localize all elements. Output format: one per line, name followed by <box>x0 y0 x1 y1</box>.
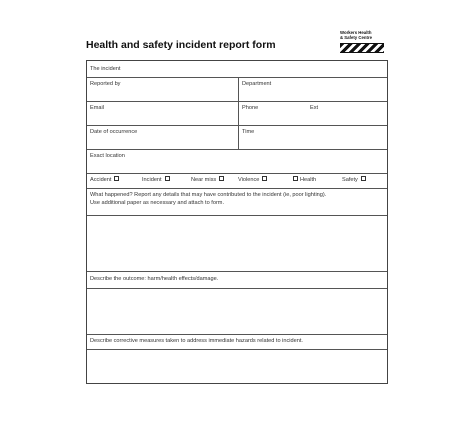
exact-location-label: Exact location <box>90 153 125 159</box>
date-of-occurrence-label: Date of occurrence <box>90 129 138 135</box>
type-health <box>293 177 316 184</box>
time-label: Time <box>242 129 255 135</box>
corrective-header-row <box>87 335 387 350</box>
type-near-miss-label: Near miss <box>191 177 217 183</box>
corrective-answer-box[interactable] <box>87 350 387 383</box>
safety-checkbox[interactable] <box>361 176 366 181</box>
phone-field[interactable] <box>238 102 387 125</box>
workers-health-safety-centre-logo <box>340 30 388 60</box>
incident-checkbox[interactable] <box>165 176 170 181</box>
type-incident <box>142 177 170 184</box>
type-violence-label: Violence <box>238 177 260 183</box>
page-title: Health and safety incident report form <box>86 39 276 51</box>
outcome-label: Describe the outcome: harm/health effects/damage. <box>90 276 219 282</box>
what-happened-answer-box[interactable] <box>87 216 387 272</box>
logo-line-2: & Safety Centre <box>340 35 372 40</box>
ext-label: Ext <box>310 105 319 111</box>
reported-by-field[interactable] <box>87 78 238 101</box>
near-miss-checkbox[interactable] <box>219 176 224 181</box>
time-field[interactable] <box>238 126 387 149</box>
email-label: Email <box>90 105 104 111</box>
violence-checkbox[interactable] <box>262 176 267 181</box>
incident-report-form <box>86 60 388 384</box>
type-accident-label: Accident <box>90 177 112 183</box>
incident-type-row <box>87 174 387 189</box>
what-happened-header-row <box>87 189 387 216</box>
type-incident-label: Incident <box>142 177 162 183</box>
section-incident-label: The incident <box>90 66 121 72</box>
section-heading-row <box>87 61 387 78</box>
type-violence <box>238 177 267 184</box>
reported-by-label: Reported by <box>90 81 121 87</box>
date-time-row <box>87 126 387 150</box>
outcome-answer-box[interactable] <box>87 289 387 335</box>
what-happened-line-2: Use additional paper as necessary and attach to form. <box>90 199 225 206</box>
department-field[interactable] <box>238 78 387 101</box>
type-health-label: Health <box>300 177 317 183</box>
date-of-occurrence-field[interactable] <box>87 126 238 149</box>
type-safety <box>342 177 366 184</box>
corrective-label: Describe corrective measures taken to address immediate hazards related to incident. <box>90 338 303 344</box>
type-accident <box>90 177 119 184</box>
health-checkbox[interactable] <box>293 176 298 181</box>
logo-line-1: Workers Health <box>340 30 372 35</box>
hazard-stripes-icon <box>340 43 384 53</box>
outcome-header-row <box>87 272 387 289</box>
phone-label: Phone <box>242 105 259 111</box>
type-safety-label: Safety <box>342 177 358 183</box>
department-label: Department <box>242 81 272 87</box>
exact-location-row[interactable] <box>87 150 387 174</box>
type-near-miss <box>191 177 224 184</box>
what-happened-instructions <box>90 192 326 207</box>
accident-checkbox[interactable] <box>114 176 119 181</box>
reported-by-row <box>87 78 387 102</box>
email-field[interactable] <box>87 102 238 125</box>
contact-row <box>87 102 387 126</box>
what-happened-line-1: What happened? Report any details that may have contributed to the incident (ie, poor lighting). <box>90 192 327 198</box>
